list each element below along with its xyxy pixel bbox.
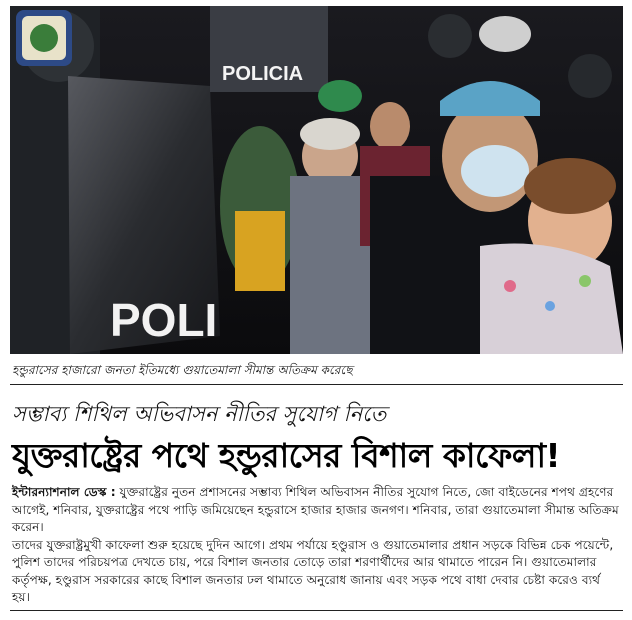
photo-caption: হন্ডুরাসের হাজারো জনতা ইতিমধ্যে গুয়াতেমালা সীমান্ত অতিক্রম করেছে bbox=[12, 363, 353, 377]
news-photo bbox=[10, 6, 623, 354]
paragraph-1-text: যুক্তরাষ্ট্রের নুতন প্রশাসনের সম্ভাব্য শিথিল অভিবাসন নীতির সুযোগ নিতে, জো বাইডেনের শপথ গ্রহণের আগেই, শনিবার, যুক্তরাষ্ট্রের পথে পাড়ি জমিয়েছেন হন্ডুরাসে হাজার হাজার জনগণ। শনিবার, তারা গুয়াতেমালা সীমান্ত অতিক্রম করেন। bbox=[12, 485, 619, 534]
dateline: ইন্টারন্যাশনাল ডেস্ক : bbox=[12, 485, 116, 499]
crowd-police-photo bbox=[10, 6, 623, 354]
yellow-bag-shape bbox=[235, 211, 285, 291]
shield-text-top: POLICIA bbox=[222, 63, 304, 85]
article-body bbox=[12, 484, 620, 607]
shield-text-bottom: POLI bbox=[110, 294, 218, 346]
white-cap-shape bbox=[300, 118, 360, 150]
article-paragraph-1 bbox=[12, 484, 620, 537]
kicker-headline: সম্ভাব্য শিথিল অভিবাসন নীতির সুযোগ নিতে bbox=[12, 402, 387, 426]
article-paragraph-2: তাদের যুক্তরাষ্ট্রমুখী কাফেলা শুরু হয়েছে দুদিন আগে। প্রথম পর্যায়ে হণ্ডুরাস ও গুয়াতেমালার প্রধান সড়কে বিভিন্ন চেক পয়েন্টে, পুলিশ তাদের পরিচয়পত্র দেখতে চায়, পরে বিশাল জনতার তোড়ে তারা শরণার্থীদের আর থামাতে পারেন নি। গুয়াতেমালার কর্তৃপক্ষ, হণ্ডুরাস সরকারের কাছে বিশাল জনতার ঢল থামাতে অনুরোধ জানায় এবং সড়ক পথে বাধা দেবার চেষ্টা করেও ব্যর্থ হয়। bbox=[12, 537, 614, 604]
face-mask-shape bbox=[461, 145, 529, 197]
green-mask-shape bbox=[318, 80, 362, 112]
bottom-divider bbox=[10, 610, 623, 611]
main-headline: যুক্তরাষ্ট্রের পথে হন্ডুরাসের বিশাল কাফেলা! bbox=[12, 436, 561, 475]
divider bbox=[10, 384, 623, 385]
police-badge-patch bbox=[16, 10, 72, 66]
